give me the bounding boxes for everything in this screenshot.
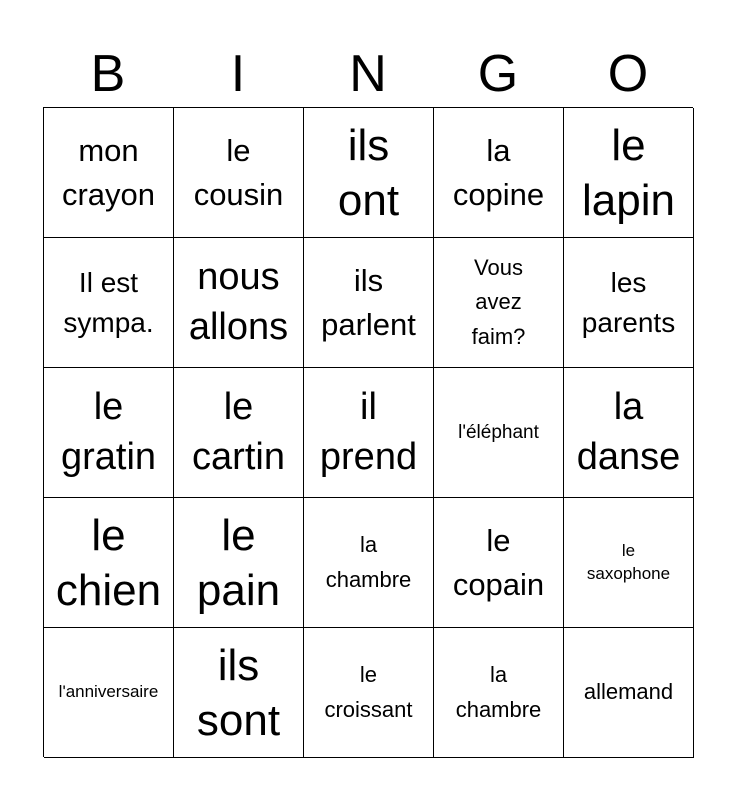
header-letter-i: I bbox=[230, 45, 246, 103]
header-letter-g: G bbox=[477, 45, 519, 103]
bingo-cell[interactable]: la copine bbox=[434, 108, 564, 238]
bingo-cell[interactable]: l'anniversaire bbox=[44, 628, 174, 758]
bingo-cell[interactable]: allemand bbox=[564, 628, 694, 758]
bingo-cell[interactable]: ils ont bbox=[304, 108, 434, 238]
bingo-cell[interactable]: le pain bbox=[174, 498, 304, 628]
header-letter-n: N bbox=[349, 45, 387, 103]
bingo-cell[interactable]: Vous avez faim? bbox=[434, 238, 564, 368]
bingo-header bbox=[43, 40, 693, 108]
bingo-cell[interactable]: le cousin bbox=[174, 108, 304, 238]
bingo-cell[interactable]: le chien bbox=[44, 498, 174, 628]
bingo-cell[interactable]: le croissant bbox=[304, 628, 434, 758]
bingo-cell[interactable]: la chambre bbox=[434, 628, 564, 758]
bingo-cell[interactable]: le gratin bbox=[44, 368, 174, 498]
bingo-cell[interactable]: ils parlent bbox=[304, 238, 434, 368]
bingo-board bbox=[43, 107, 693, 757]
bingo-cell[interactable]: la danse bbox=[564, 368, 694, 498]
bingo-cell[interactable]: le lapin bbox=[564, 108, 694, 238]
header-letter-b: B bbox=[90, 45, 126, 103]
header-letter-o: O bbox=[607, 45, 649, 103]
bingo-cell[interactable]: il prend bbox=[304, 368, 434, 498]
bingo-cell[interactable]: les parents bbox=[564, 238, 694, 368]
bingo-cell[interactable]: nous allons bbox=[174, 238, 304, 368]
bingo-cell[interactable]: ils sont bbox=[174, 628, 304, 758]
bingo-cell[interactable]: le copain bbox=[434, 498, 564, 628]
bingo-cell[interactable]: Il est sympa. bbox=[44, 238, 174, 368]
bingo-cell[interactable]: la chambre bbox=[304, 498, 434, 628]
bingo-cell[interactable]: le saxophone bbox=[564, 498, 694, 628]
bingo-cell[interactable]: le cartin bbox=[174, 368, 304, 498]
bingo-cell[interactable]: mon crayon bbox=[44, 108, 174, 238]
bingo-cell[interactable]: l'éléphant bbox=[434, 368, 564, 498]
